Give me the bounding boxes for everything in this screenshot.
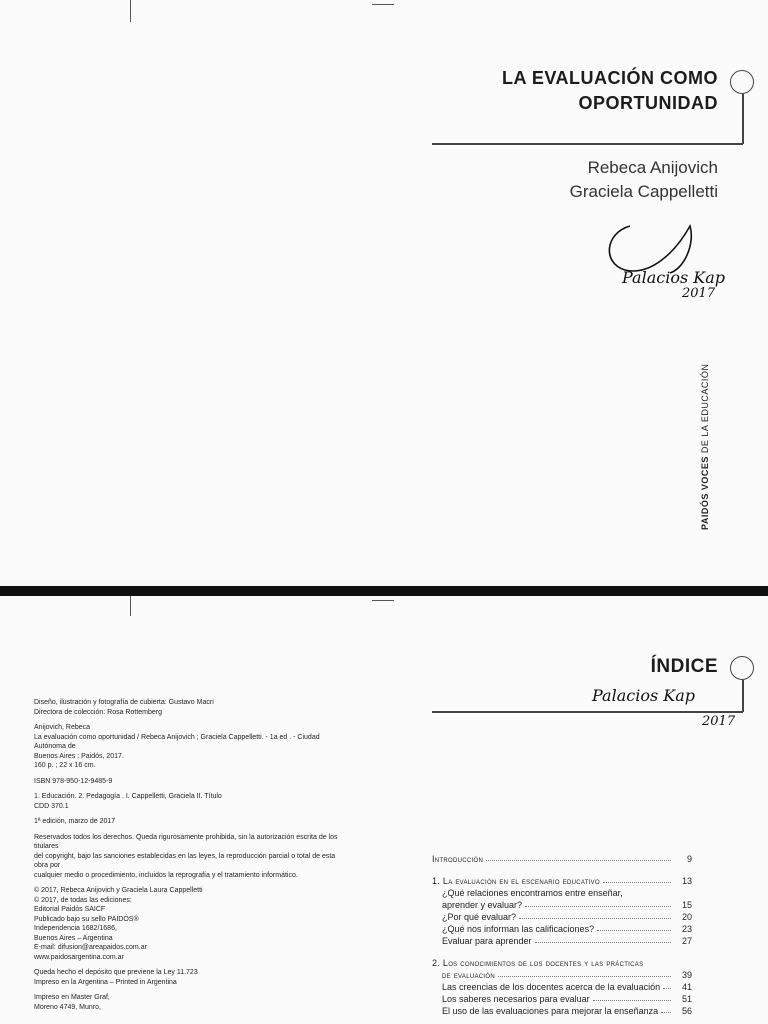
toc-leader-dots — [519, 918, 671, 919]
ornament-hline — [432, 711, 743, 713]
toc-entry-title: Los saberes necesarios para evaluar — [442, 994, 590, 1004]
spine-brand: PAIDÓS — [700, 493, 710, 530]
book-title-line2: OPORTUNIDAD — [578, 93, 718, 113]
toc-entry — [432, 886, 692, 898]
toc-entry — [432, 910, 692, 922]
toc-entry — [432, 968, 692, 980]
credits-line: 1. Educación. 2. Pedagogía . I. Cappelletti, Graciela II. Título — [34, 793, 222, 800]
toc-entry — [432, 922, 692, 934]
toc-entry-title: 2. Los conocimientos de los docentes y las prácticas — [432, 958, 644, 968]
signature-name: Palacios Kap — [592, 686, 695, 705]
toc-entry — [432, 852, 692, 864]
spine-series: VOCES — [700, 456, 710, 491]
credits-line: Impreso en la Argentina – Printed in Argentina — [34, 978, 177, 986]
toc-leader-dots — [498, 976, 671, 977]
credits-line: © 2017, Rebeca Anijovich y Graciela Laura Cappelletti — [34, 887, 203, 894]
toc-entry-title: de evaluación — [442, 970, 495, 980]
toc-entry — [432, 874, 692, 886]
ornament-hline — [432, 143, 743, 145]
credits-line: Moreno 4749, Munro, — [34, 1003, 101, 1011]
index-title: ÍNDICE — [650, 656, 718, 677]
toc-entry-title: Introducción — [432, 854, 484, 864]
ornament-vline — [742, 680, 744, 712]
crop-mark — [372, 4, 394, 5]
toc-leader-dots — [603, 882, 671, 883]
credits-line: CDD 370.1 — [34, 802, 69, 810]
credits-line: cualquier medio o procedimiento, incluidos la reprografía y el tratamiento informático. — [34, 871, 298, 879]
credits-line: Directora de colección: Rosa Rottemberg — [34, 708, 163, 716]
book-title-line1: LA EVALUACIÓN COMO — [502, 68, 718, 88]
credits-line: Queda hecho el depósito que previene la Ley 11.723 — [34, 969, 198, 976]
toc-entry-page: 13 — [681, 876, 692, 886]
credits-line: www.paidosargentina.com.ar — [34, 953, 124, 961]
toc-entry-page: 51 — [681, 994, 692, 1004]
ornament-vline — [742, 94, 744, 144]
toc-entry — [432, 898, 692, 910]
authors — [570, 156, 718, 204]
toc-entry-page: 39 — [681, 970, 692, 980]
credits-line: E-mail: difusion@areapaidos.com.ar — [34, 944, 147, 951]
credits-line: Diseño, ilustración y fotografía de cubierta: Gustavo Macri — [34, 699, 214, 706]
toc-entry-title: El uso de las evaluaciones para mejorar la enseñanza — [442, 1006, 659, 1016]
toc-entry-title: Las creencias de los docentes acerca de la evaluación — [442, 982, 661, 992]
toc-entry-page: 56 — [681, 1006, 692, 1016]
credits-index-page — [0, 596, 768, 1024]
toc-leader-dots — [525, 906, 671, 907]
signature-year: 2017 — [702, 714, 736, 729]
crop-mark — [130, 0, 131, 22]
toc-entry-title: aprender y evaluar? — [442, 900, 523, 910]
series-spine-label — [700, 364, 710, 530]
table-of-contents — [432, 852, 692, 1016]
credits-line: Independencia 1682/1686, — [34, 925, 117, 932]
crop-mark — [130, 596, 131, 616]
spine-series-rest: DE LA EDUCACIÓN — [700, 363, 710, 454]
author-2: Graciela Cappelletti — [569, 182, 718, 201]
toc-leader-dots — [663, 988, 671, 989]
credits-line: Publicado bajo su sello PAIDÓS® — [34, 915, 139, 923]
author-1: Rebeca Anijovich — [587, 158, 718, 177]
toc-leader-dots — [593, 1000, 671, 1001]
credits-line: Buenos Aires : Paidós, 2017. — [34, 752, 124, 760]
ornament-circle-icon — [730, 656, 754, 680]
toc-entry-page: 20 — [681, 912, 692, 922]
toc-entry — [432, 934, 692, 946]
toc-entry — [432, 1004, 692, 1016]
credits-line: Reservados todos los derechos. Queda rigurosamente prohibida, sin la autorización escrita de los titulares — [34, 833, 338, 850]
toc-leader-dots — [486, 860, 671, 861]
toc-entry-page: 41 — [681, 982, 692, 992]
book-title — [502, 66, 718, 116]
toc-entry-title: ¿Qué nos informan las calificaciones? — [442, 924, 595, 934]
toc-leader-dots — [535, 942, 671, 943]
toc-entry-page: 23 — [681, 924, 692, 934]
crop-mark — [372, 600, 394, 601]
signature-year: 2017 — [682, 286, 716, 301]
toc-entry-page: 9 — [686, 854, 692, 864]
credits-line: 160 p. ; 22 x 16 cm. — [34, 762, 96, 769]
toc-leader-dots — [661, 1012, 671, 1013]
credits-line: 1ª edición, marzo de 2017 — [34, 818, 116, 825]
credits-line: La evaluación como oportunidad / Rebeca Anijovich ; Graciela Cappelletti. - 1a ed . - Ciudad Autónoma de — [34, 733, 320, 750]
credits-line: © 2017, de todas las ediciones: — [34, 896, 132, 904]
toc-entry — [432, 992, 692, 1004]
toc-entry-page: 15 — [681, 900, 692, 910]
credits-line: Editorial Paidós SAICF — [34, 906, 106, 913]
credits-line: ISBN 978-950-12-9485-9 — [34, 777, 113, 785]
credits-line: del copyright, bajo las sanciones establecidas en las leyes, la reproducción parcial o total de esta obra por — [34, 852, 336, 869]
toc-entry-page: 27 — [681, 936, 692, 946]
credits-line: Buenos Aires – Argentina — [34, 934, 113, 942]
toc-entry-title: ¿Qué relaciones encontramos entre enseñar, — [442, 888, 623, 898]
toc-entry — [432, 956, 692, 968]
toc-entry-title: 1. La evaluación en el escenario educativo — [432, 876, 600, 886]
credits-line: Impreso en Master Graf, — [34, 994, 110, 1001]
toc-entry-title: ¿Por qué evaluar? — [442, 912, 517, 922]
toc-leader-dots — [597, 930, 671, 931]
credits-line: Anijovich, Rebeca — [34, 724, 91, 731]
toc-entry-title: Evaluar para aprender — [442, 936, 532, 946]
copyright-credits — [34, 698, 344, 1012]
toc-entry — [432, 980, 692, 992]
ornament-circle-icon — [730, 70, 754, 94]
signature-name: Palacios Kap — [622, 268, 725, 287]
